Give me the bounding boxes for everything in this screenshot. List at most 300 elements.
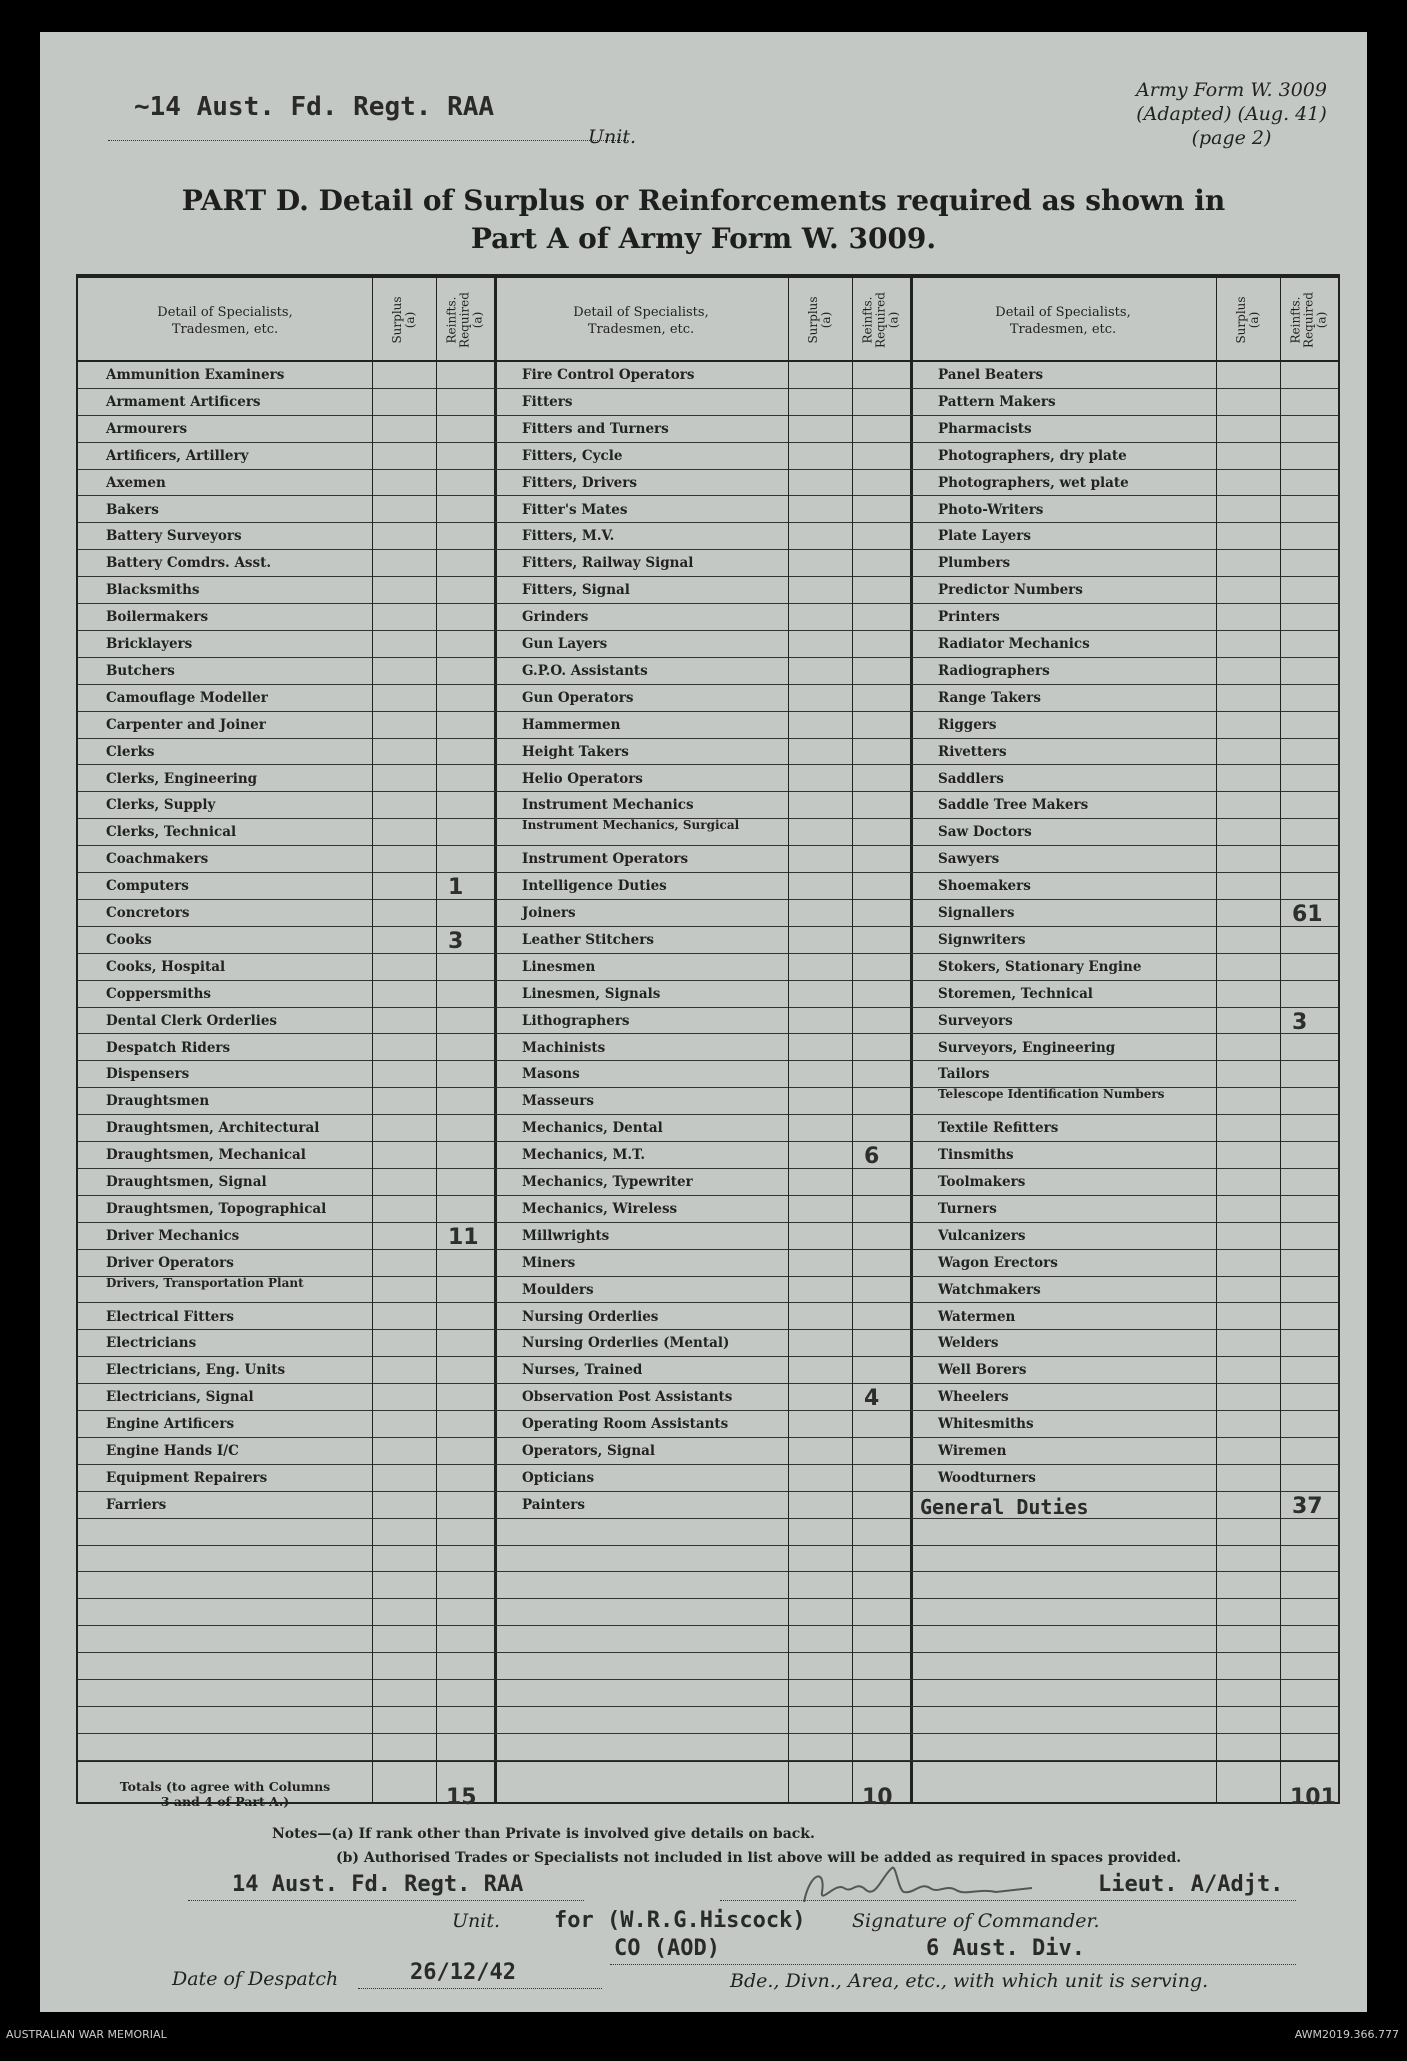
table-row [910,1008,1338,1035]
blank-row [78,1573,494,1600]
row-label: Electrical Fitters [106,1308,234,1325]
row-label: Turners [938,1200,997,1217]
row-label: Fitters [522,393,573,410]
row-label: Lithographers [522,1012,630,1029]
table-row [910,792,1338,819]
row-label: Despatch Riders [106,1039,231,1056]
surplus-line1: Surplus [1234,296,1248,344]
row-label: Photographers, dry plate [938,447,1127,464]
row-label: Miners [522,1254,576,1271]
row-label: Linesmen [522,958,596,975]
blank-row [910,1626,1338,1653]
row-label: Telescope Identification Numbers [938,1088,1165,1102]
row-label: Draughtsmen, Signal [106,1174,267,1190]
row-label: Cooks [106,931,152,948]
table-row [78,900,494,927]
table-row [494,1384,910,1411]
table-row [910,954,1338,981]
row-label: Fitters, M.V. [522,528,615,545]
table-row [910,927,1338,954]
table-row [78,497,494,524]
table-row [494,1223,910,1250]
table-row [78,1115,494,1142]
reinforcement-count: 3 [1292,1009,1308,1035]
blank-row [910,1573,1338,1600]
header-surplus-1 [372,278,436,362]
table-row [494,523,910,550]
table-row [78,658,494,685]
table-row [78,1277,494,1304]
header-detail-line2: Tradesmen, etc. [171,322,279,337]
title-line1: PART D. Detail of Surplus or Reinforcements required as shown in [181,184,1226,217]
row-label: Vulcanizers [938,1227,1026,1244]
row-label: Fitters, Railway Signal [522,555,694,572]
blank-row [910,1734,1338,1761]
footer-division-line [610,1964,1296,1965]
row-label: Machinists [522,1039,606,1056]
blank-row [78,1626,494,1653]
table-row [78,927,494,954]
reinfts-line3: (a) [470,311,485,329]
table-row [910,1438,1338,1465]
row-label: Dispensers [106,1066,190,1083]
table-row [494,1411,910,1438]
row-label: Shoemakers [938,878,1031,895]
reinforcement-count: 1 [448,875,464,900]
table-row [910,416,1338,443]
table-row [910,1061,1338,1088]
header-reinfts-3 [1280,278,1338,362]
row-label: Carpenter and Joiner [106,716,266,733]
table-row [78,1304,494,1331]
row-label: Operators, Signal [522,1443,656,1459]
footer-division-typed: 6 Aust. Div. [926,1936,1085,1961]
row-label: Fire Control Operators [522,367,695,383]
table-row [910,873,1338,900]
table-row [78,470,494,497]
totals-line2: 3 and 4 of Part A.) [160,1793,290,1809]
table-row [910,819,1338,846]
table-row [494,873,910,900]
bde-label: Bde., Divn., Area, etc., with which unit is serving. [730,1970,1209,1992]
table-row [494,1465,910,1492]
table-row [494,362,910,389]
notes [272,1822,1181,1870]
table-row [78,550,494,577]
row-label: Drivers, Transportation Plant [106,1276,304,1290]
row-label: Watchmakers [938,1281,1041,1298]
table-row [494,766,910,793]
table-row [910,523,1338,550]
row-label: Masons [522,1066,580,1083]
surplus-line1: Surplus [390,296,404,344]
blank-row [910,1707,1338,1734]
blank-row [494,1680,910,1707]
header-detail-3 [910,278,1216,362]
table-row [910,362,1338,389]
table-row [494,1438,910,1465]
table-row [494,658,910,685]
header-surplus-text [1235,296,1261,343]
row-label: Riggers [938,716,997,733]
blank-row [78,1599,494,1626]
table-row [78,792,494,819]
row-label: Intelligence Duties [522,878,667,895]
table-row [910,577,1338,604]
col-rule [788,278,789,1802]
table-row [910,1330,1338,1357]
table-row [494,712,910,739]
blank-row [910,1519,1338,1546]
table-row [78,954,494,981]
form-reference [1136,78,1327,150]
row-label: Axemen [106,474,166,491]
blank-row [494,1519,910,1546]
row-label: Textile Refitters [938,1120,1059,1137]
table-row [910,443,1338,470]
table-row [78,873,494,900]
row-label: Clerks, Technical [106,824,237,841]
blank-row [78,1546,494,1573]
header-detail-line1: Detail of Specialists, [573,305,709,320]
table-row [910,1088,1338,1115]
header-surplus-text [391,296,417,343]
row-label: Battery Surveyors [106,528,242,545]
table-row [78,1411,494,1438]
table-row [910,1304,1338,1331]
footer-co-typed: CO (AOD) [614,1936,720,1961]
table-row [494,416,910,443]
table-row [78,1250,494,1277]
table-row [910,1492,1338,1519]
header-detail-line2: Tradesmen, etc. [1009,322,1117,337]
table-row [910,900,1338,927]
table-row [78,712,494,739]
surplus-line2: (a) [1247,311,1261,329]
table-row [494,1492,910,1519]
table-row [494,792,910,819]
row-label: Rivetters [938,743,1007,760]
row-label: Well Borers [938,1362,1027,1379]
reinforcement-count: 3 [448,928,464,954]
table-row [78,1169,494,1196]
table-row [910,1196,1338,1223]
row-label: Butchers [106,662,175,679]
table-row [494,954,910,981]
header-detail-line1: Detail of Specialists, [157,305,293,320]
row-label: Dental Clerk Orderlies [106,1012,278,1029]
table-row [494,443,910,470]
table-row [494,497,910,524]
row-label: Electricians, Signal [106,1389,254,1406]
totals-line1: Totals (to agree with Columns [119,1778,331,1794]
table-row [78,1465,494,1492]
row-label: Cooks, Hospital [106,958,226,975]
table-row [78,1088,494,1115]
table-row [494,1088,910,1115]
col-rule [1280,278,1281,1802]
table-row [494,1035,910,1062]
row-label: Draughtsmen [106,1093,210,1110]
row-label: Instrument Operators [522,851,689,868]
table-row [78,819,494,846]
unit-typed: ~14 Aust. Fd. Regt. RAA [134,92,495,122]
row-label: Fitter's Mates [522,501,628,518]
row-label: Armourers [106,420,188,437]
table-row [494,1357,910,1384]
table-row [78,1061,494,1088]
reinfts-line3: (a) [886,311,901,329]
table-row [910,1384,1338,1411]
row-label: Armament Artificers [106,393,261,410]
row-label: Nursing Orderlies (Mental) [522,1335,730,1352]
col-rule [852,278,853,1802]
row-label: Range Takers [938,689,1041,706]
table-row [494,1169,910,1196]
reinforcement-count: 11 [448,1224,479,1250]
header-surplus-text [807,296,833,343]
title-line2: Part A of Army Form W. 3009. [470,222,937,255]
row-label: Mechanics, M.T. [522,1147,646,1164]
table-row [494,927,910,954]
unit-label: Unit. [588,126,637,148]
table-row [494,1061,910,1088]
row-label: G.P.O. Assistants [522,662,648,679]
row-label: Nursing Orderlies [522,1308,659,1325]
table-row [78,389,494,416]
row-label: Coachmakers [106,851,209,868]
row-label: Woodturners [938,1469,1036,1486]
row-label: Watermen [938,1308,1016,1325]
row-label: Painters [522,1496,586,1513]
totals-rule [78,1761,1338,1762]
header-detail-1 [78,278,372,362]
row-label: Toolmakers [938,1174,1026,1190]
totals-label [78,1779,372,1809]
reinforcement-count: 37 [1292,1493,1323,1519]
row-label: Signwriters [938,931,1026,948]
surplus-line2: (a) [819,311,833,329]
table-row [78,577,494,604]
footer-signature-label: Signature of Commander. [852,1910,1100,1932]
blank-row [910,1599,1338,1626]
table-row [494,1277,910,1304]
table-row [78,981,494,1008]
footer-unit-typed: 14 Aust. Fd. Regt. RAA [232,1872,524,1897]
table-row [78,1035,494,1062]
row-label: Helio Operators [522,770,643,787]
footer-unit-line [188,1900,584,1901]
col-rule [1216,278,1217,1802]
row-label: Signallers [938,905,1015,921]
row-label: Electricians, Eng. Units [106,1362,286,1379]
table-row [910,1277,1338,1304]
table-row [910,1035,1338,1062]
row-label: Fitters, Cycle [522,447,623,464]
row-label: Linesmen, Signals [522,985,661,1002]
blank-row [494,1734,910,1761]
row-label: Mechanics, Wireless [522,1200,678,1217]
row-label: Predictor Numbers [938,582,1083,599]
row-label: Moulders [522,1281,594,1298]
row-label: Fitters, Drivers [522,474,637,491]
blank-row [494,1707,910,1734]
table-row [910,1357,1338,1384]
despatch-label: Date of Despatch [172,1968,339,1990]
row-label: Farriers [106,1496,167,1513]
table-row [494,900,910,927]
row-label: Leather Stitchers [522,931,654,948]
table-row [910,739,1338,766]
row-label: Draughtsmen, Topographical [106,1200,327,1217]
row-label: Saddlers [938,770,1004,787]
row-label: Saw Doctors [938,824,1032,841]
reinfts-line2: Required [873,292,888,348]
row-label: Engine Artificers [106,1416,235,1433]
blank-row [78,1519,494,1546]
table-row [494,1330,910,1357]
row-label: Bakers [106,501,159,518]
header-reinfts-text [446,292,485,348]
header-surplus-2 [788,278,852,362]
header-reinfts-2 [852,278,910,362]
row-label: Driver Mechanics [106,1227,240,1244]
form-ref-line2: (Adapted) (Aug. 41) [1136,103,1327,125]
footer-for-typed: for (W.R.G.Hiscock) [554,1908,806,1933]
row-label: Engine Hands I/C [106,1443,239,1459]
table-row [910,1250,1338,1277]
table-row [494,550,910,577]
header-detail-line2: Tradesmen, etc. [587,322,695,337]
reinforcement-count: 61 [1292,902,1323,927]
row-label: Millwrights [522,1227,610,1244]
table-row [910,766,1338,793]
row-label: Nurses, Trained [522,1362,643,1379]
footer-rank-typed: Lieut. A/Adjt. [1098,1872,1284,1897]
blank-row [78,1734,494,1761]
row-label: Tailors [938,1066,990,1083]
reinforcement-count: 6 [864,1144,880,1169]
blank-row [494,1653,910,1680]
row-label: Concretors [106,905,190,921]
table-row [78,1438,494,1465]
blank-row [78,1653,494,1680]
table-row [78,1142,494,1169]
table-row [78,1384,494,1411]
table-row [494,1250,910,1277]
row-label: Fitters and Turners [522,420,669,437]
table-row [494,470,910,497]
table-row [78,1492,494,1519]
surplus-line2: (a) [403,311,417,329]
table-row [78,362,494,389]
credit-right: AWM2019.366.777 [1294,2028,1399,2041]
row-label: Photo-Writers [938,501,1044,518]
table-row [910,1142,1338,1169]
row-label: Computers [106,878,189,895]
table-row [78,1223,494,1250]
row-label: Draughtsmen, Mechanical [106,1147,306,1164]
table-row [910,685,1338,712]
table-row [910,1223,1338,1250]
row-label: Gun Operators [522,689,634,706]
table-row [910,1465,1338,1492]
row-label: Grinders [522,609,589,626]
row-label: Photographers, wet plate [938,474,1129,491]
reinfts-line2: Required [457,292,472,348]
table-row [78,1008,494,1035]
row-label: Wiremen [938,1443,1007,1459]
blank-row [494,1599,910,1626]
header-detail-line1: Detail of Specialists, [995,305,1131,320]
row-label: Mechanics, Dental [522,1120,663,1137]
total-2: 10 [862,1784,893,1810]
table-row [910,470,1338,497]
form-ref-line1: Army Form W. 3009 [1136,79,1327,101]
row-label: Ammunition Examiners [106,367,285,383]
table-row [910,1169,1338,1196]
table-row [78,443,494,470]
row-label: Driver Operators [106,1254,234,1271]
row-label: General Duties [920,1494,1089,1519]
table-row [910,712,1338,739]
header-reinfts-text [862,292,901,348]
header-surplus-3 [1216,278,1280,362]
surplus-line1: Surplus [806,296,820,344]
table-row [78,1330,494,1357]
reinfts-line2: Required [1301,292,1316,348]
row-label: Tinsmiths [938,1147,1014,1164]
total-3: 101 [1290,1784,1336,1810]
note-a: Notes—(a) If rank other than Private is involved give details on back. [272,1826,815,1842]
table-row [494,1196,910,1223]
table-row [910,604,1338,631]
blank-row [78,1680,494,1707]
total-1: 15 [446,1784,477,1810]
blank-row [910,1680,1338,1707]
table-row [494,739,910,766]
table-row [910,631,1338,658]
table-row [78,1196,494,1223]
note-b: (b) Authorised Trades or Specialists not included in list above will be added as required in spaces provided. [336,1850,1182,1866]
row-label: Instrument Mechanics, Surgical [522,819,740,833]
form-ref-line3: (page 2) [1191,127,1272,149]
row-label: Draughtsmen, Architectural [106,1120,320,1137]
table-row [494,1115,910,1142]
row-label: Operating Room Assistants [522,1416,729,1433]
table-row [494,1142,910,1169]
row-label: Clerks, Engineering [106,770,258,787]
table-row [78,766,494,793]
table-row [78,1357,494,1384]
row-label: Pattern Makers [938,393,1056,410]
row-label: Radiographers [938,662,1050,679]
row-label: Instrument Mechanics [522,797,694,814]
row-label: Observation Post Assistants [522,1389,733,1406]
row-label: Mechanics, Typewriter [522,1174,693,1190]
despatch-date: 26/12/42 [410,1960,516,1985]
reinfts-line1: Reinfts. [444,296,459,344]
table-row [910,550,1338,577]
blank-row [494,1573,910,1600]
row-label: Plumbers [938,555,1011,572]
table-row [78,846,494,873]
col-rule [372,278,373,1802]
row-label: Welders [938,1335,999,1352]
table-row [494,577,910,604]
table-row [910,1115,1338,1142]
row-label: Surveyors [938,1012,1013,1029]
